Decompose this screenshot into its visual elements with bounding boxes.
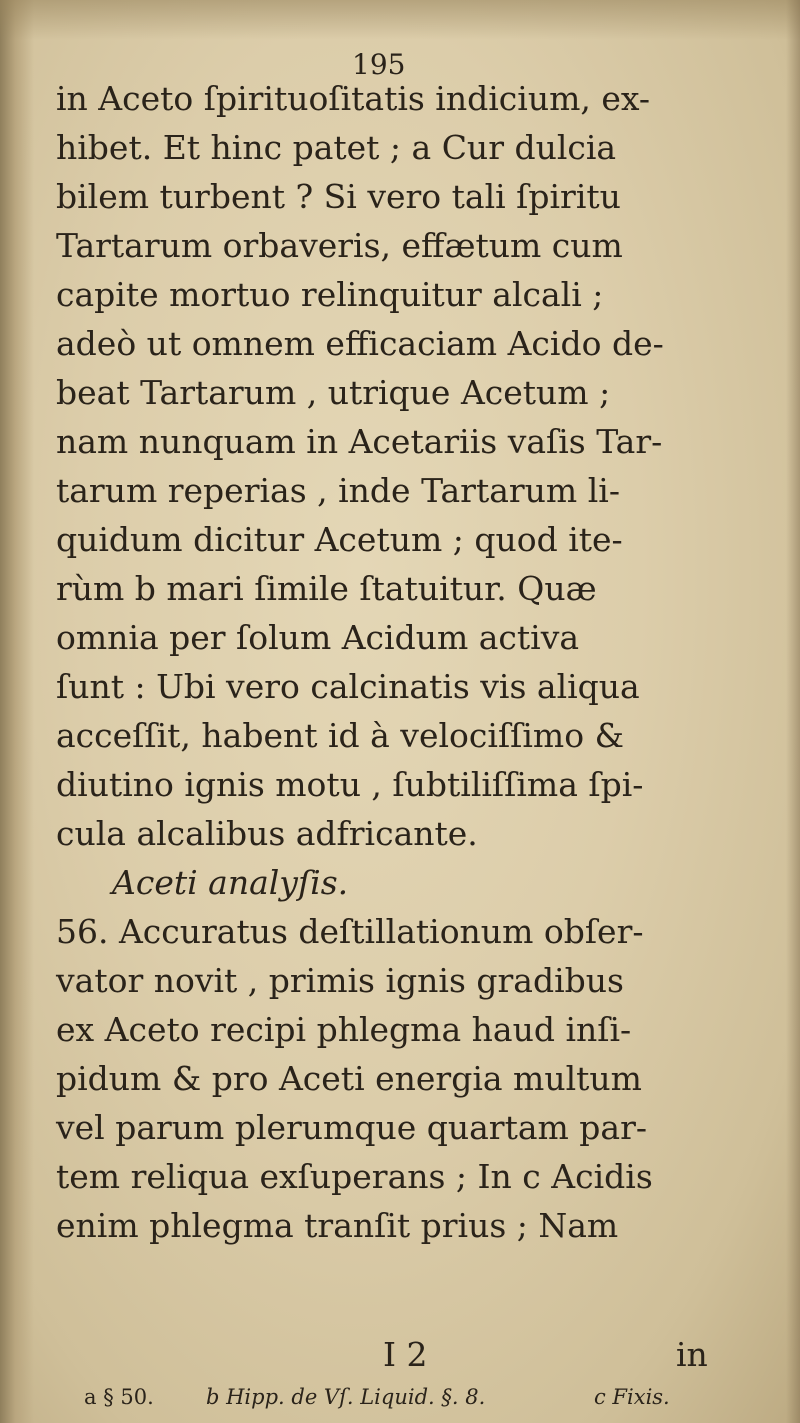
text-line-16: cula alcalibus adfricante. — [56, 814, 478, 853]
text-line-15: diutino ignis motu , ſubtiliſſima ſpi- — [56, 765, 644, 804]
text-line-3: bilem turbent ? Si vero tali ſpiritu — [56, 177, 621, 216]
right-edge-shadow — [786, 0, 800, 1423]
footnote-a: a § 50. — [84, 1385, 154, 1409]
page-gutter-shadow — [0, 0, 34, 1423]
text-line-6: adeò ut omnem efficaciam Acido de- — [56, 324, 664, 363]
text-line-1: in Aceto ſpirituoſitatis indicium, ex- — [56, 79, 651, 118]
text-line-2: hibet. Et hinc patet ; a Cur dulcia — [56, 128, 617, 167]
text-line-21: vel parum plerumque quartam par- — [56, 1108, 648, 1147]
text-line-14: acceſſit, habent id à velociſſimo & — [56, 716, 624, 755]
text-line-23: enim phlegma tranſit prius ; Nam — [56, 1206, 619, 1245]
text-line-11: rùm b mari ſimile ſtatuitur. Quæ — [56, 569, 597, 608]
text-line-7: beat Tartarum , utrique Acetum ; — [56, 373, 611, 412]
text-line-19: ex Aceto recipi phlegma haud inſi- — [56, 1010, 632, 1049]
signature-mark: I 2 — [383, 1335, 428, 1374]
text-line-5: capite mortuo relinquitur alcali ; — [56, 275, 604, 314]
section-heading: Aceti analyſis. — [112, 863, 349, 902]
catchword: in — [676, 1335, 708, 1374]
footnote-b: b Hipp. de Vſ. Liquid. §. 8. — [206, 1385, 486, 1409]
footnote-c: c Fixis. — [594, 1385, 670, 1409]
page-number: 195 — [352, 48, 406, 81]
text-line-4: Tartarum orbaveris, effætum cum — [56, 226, 623, 265]
text-line-12: omnia per ſolum Acidum activa — [56, 618, 580, 657]
text-line-10: quidum dicitur Acetum ; quod ite- — [56, 520, 623, 559]
text-line-20: pidum & pro Aceti energia multum — [56, 1059, 642, 1098]
text-line-8: nam nunquam in Acetariis vaſis Tar- — [56, 422, 663, 461]
text-line-17: 56. Accuratus deſtillationum obſer- — [56, 912, 644, 951]
text-line-9: tarum reperias , inde Tartarum li- — [56, 471, 620, 510]
text-line-22: tem reliqua exſuperans ; In c Acidis — [56, 1157, 653, 1196]
text-line-13: ſunt : Ubi vero calcinatis vis aliqua — [56, 667, 640, 706]
top-edge-shadow — [0, 0, 800, 40]
text-line-18: vator novit , primis ignis gradibus — [56, 961, 624, 1000]
